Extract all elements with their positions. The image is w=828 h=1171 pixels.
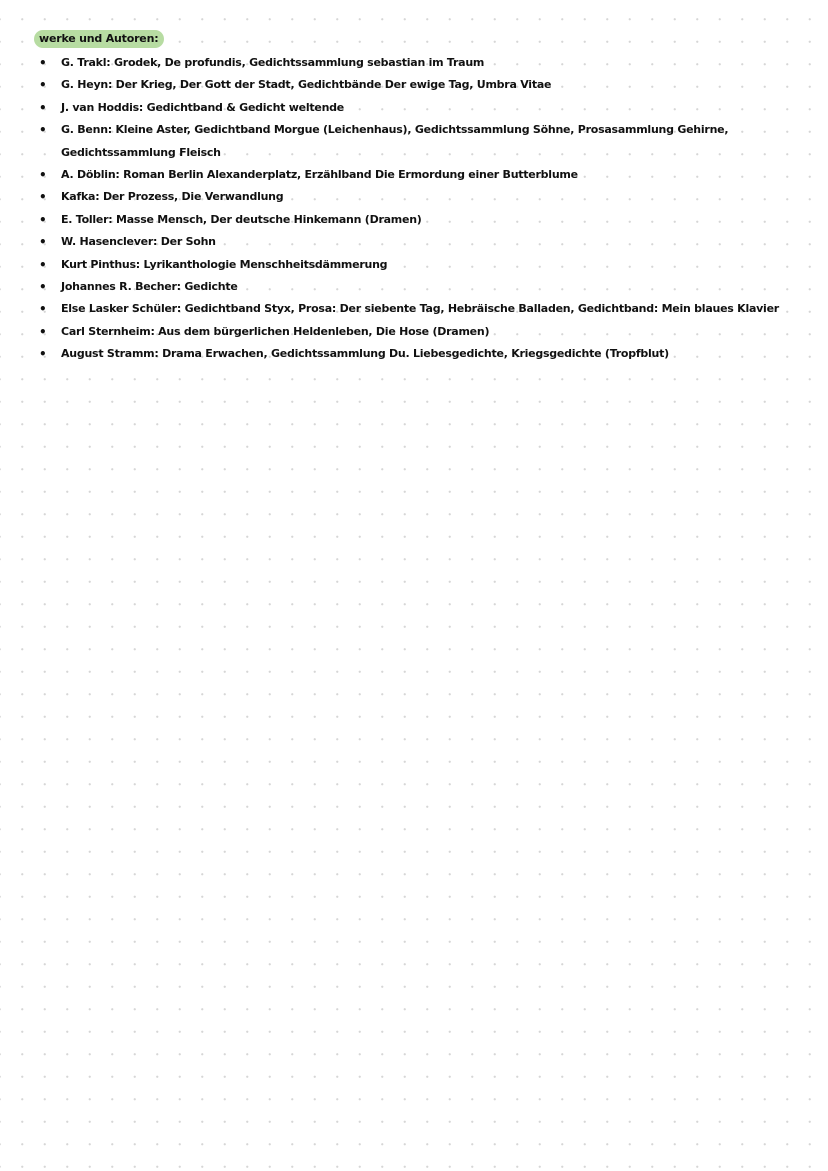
bullet-icon: • bbox=[39, 56, 47, 70]
bullet-icon: • bbox=[39, 347, 47, 362]
list-item-text: G. Benn: Kleine Aster, Gedichtband Morgue (Leichenhaus), Gedichtssammlung Söhne, Prosasammlung Gehirne, Gedichtssammlung Fleisch bbox=[61, 123, 729, 159]
list-item bbox=[36, 276, 796, 298]
bullet-icon: • bbox=[39, 78, 47, 93]
bullet-icon: • bbox=[39, 168, 47, 183]
list-item bbox=[36, 186, 796, 208]
list-item bbox=[36, 52, 796, 74]
works-authors-list bbox=[36, 52, 796, 366]
bullet-icon: • bbox=[39, 190, 47, 205]
bullet-icon: • bbox=[39, 123, 47, 138]
list-item-text: G. Heyn: Der Krieg, Der Gott der Stadt, Gedichtbände Der ewige Tag, Umbra Vitae bbox=[61, 78, 552, 92]
list-item bbox=[36, 209, 796, 231]
list-item-text: Kafka: Der Prozess, Die Verwandlung bbox=[61, 190, 284, 204]
list-item-text: J. van Hoddis: Gedichtband & Gedicht weltende bbox=[61, 100, 345, 114]
section-heading: werke und Autoren: bbox=[34, 30, 164, 48]
list-item bbox=[36, 321, 796, 343]
list-item bbox=[36, 343, 796, 365]
bullet-icon: • bbox=[39, 324, 47, 339]
list-item-text: W. Hasenclever: Der Sohn bbox=[61, 235, 216, 249]
list-item-text: Carl Sternheim: Aus dem bürgerlichen Heldenleben, Die Hose (Dramen) bbox=[61, 324, 490, 338]
list-item-text: A. Döblin: Roman Berlin Alexanderplatz, Erzählband Die Ermordung einer Butterblume bbox=[61, 168, 578, 182]
bullet-icon: • bbox=[39, 212, 47, 227]
list-item bbox=[36, 97, 796, 119]
list-item-text: Else Lasker Schüler: Gedichtband Styx, Prosa: Der siebente Tag, Hebräische Balladen, Gedichtband: Mein blaues Klavier bbox=[61, 302, 779, 316]
bullet-icon: • bbox=[39, 257, 47, 272]
bullet-icon: • bbox=[39, 235, 47, 250]
list-item-text: Johannes R. Becher: Gedichte bbox=[61, 280, 238, 294]
list-item-text: G. Trakl: Grodek, De profundis, Gedichtssammlung sebastian im Traum bbox=[61, 56, 485, 69]
list-item-text: August Stramm: Drama Erwachen, Gedichtssammlung Du. Liebesgedichte, Kriegsgedichte (Tropfblut) bbox=[61, 347, 669, 361]
list-item bbox=[36, 254, 796, 276]
list-item bbox=[36, 164, 796, 186]
list-item-text: E. Toller: Masse Mensch, Der deutsche Hinkemann (Dramen) bbox=[61, 212, 422, 226]
list-item bbox=[36, 298, 796, 320]
bullet-icon: • bbox=[39, 100, 47, 115]
list-item bbox=[36, 119, 796, 164]
bullet-icon: • bbox=[39, 280, 47, 295]
list-item-text: Kurt Pinthus: Lyrikanthologie Menschheitsdämmerung bbox=[61, 257, 388, 271]
bullet-icon: • bbox=[39, 302, 47, 317]
list-item bbox=[36, 74, 796, 96]
list-item bbox=[36, 231, 796, 253]
